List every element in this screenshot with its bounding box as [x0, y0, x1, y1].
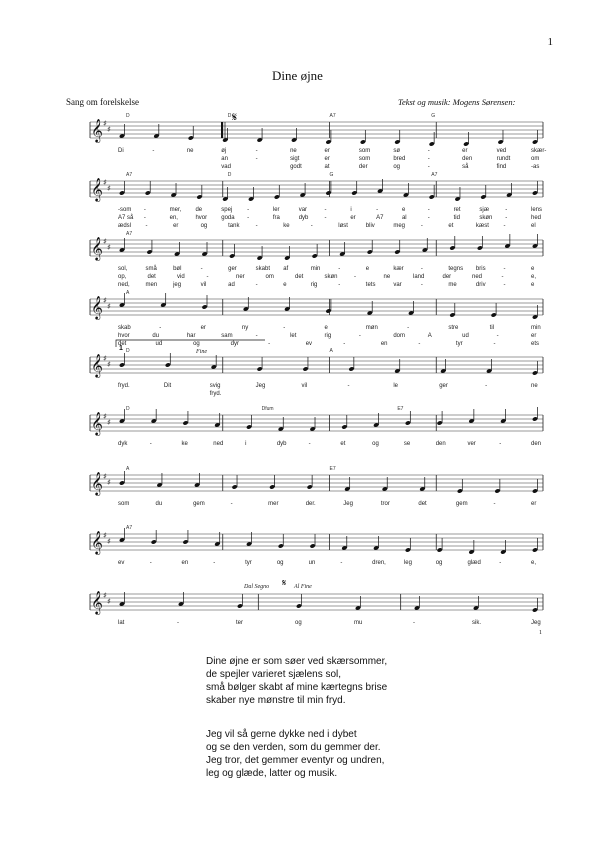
- lyric-syllable: -som: [118, 207, 132, 213]
- lyric-syllable: fra: [272, 215, 280, 221]
- lyric-syllable: at: [324, 164, 330, 170]
- lyric-syllable: i: [245, 441, 247, 447]
- treble-clef-icon: 𝄞: [91, 590, 103, 614]
- lyric-syllable: leg: [403, 560, 412, 566]
- sharp-icon: ♯: [103, 296, 107, 305]
- lyric-syllable: ædsl: [118, 223, 132, 229]
- lyric-syllable: hvor: [118, 333, 130, 339]
- song-subtitle: Sang om forelskelse: [66, 97, 139, 107]
- lyric-syllable: -: [149, 560, 152, 566]
- lyric-syllable: skøn: [479, 215, 493, 221]
- lyric-syllable: driv: [475, 282, 486, 288]
- lyric-syllable: skabt: [255, 266, 271, 272]
- lyric-syllable: -: [324, 215, 327, 221]
- treble-clef-icon: 𝄞: [91, 471, 103, 495]
- lyric-syllable: om: [531, 156, 540, 162]
- lyric-syllable: -: [499, 441, 502, 447]
- lyric-syllable: dom: [393, 333, 406, 339]
- treble-clef-icon: 𝄞: [91, 118, 103, 142]
- lyric-syllable: du: [155, 501, 163, 507]
- verse-line: Dine øjne er som søer ved skærsommer,: [206, 656, 388, 667]
- lyric-syllable: -: [413, 620, 415, 626]
- lyric-syllable: gem: [455, 501, 468, 507]
- chord-symbol: D: [126, 113, 130, 119]
- lyric-syllable: der: [442, 274, 452, 280]
- lyric-syllable: ets: [531, 341, 540, 347]
- lyric-syllable: dyk: [118, 441, 128, 447]
- lyric-syllable: e: [401, 207, 406, 213]
- lyric-syllable: sø: [393, 148, 401, 154]
- lyric-syllable: som: [358, 148, 371, 154]
- lyric-syllable: vil: [301, 383, 308, 389]
- lyric-syllable: -: [407, 325, 410, 331]
- lyric-syllable: der.: [305, 501, 316, 507]
- lyric-syllable: -: [427, 164, 430, 170]
- chord-symbol: A7: [126, 231, 133, 237]
- lyric-syllable: -: [420, 282, 423, 288]
- lyric-syllable: A: [427, 333, 432, 339]
- lyric-syllable: den: [435, 441, 446, 447]
- sharp-icon: ♯: [103, 354, 107, 363]
- lyric-syllable: så: [462, 164, 469, 170]
- lyric-syllable: al: [401, 215, 407, 221]
- lyric-syllable: -: [505, 207, 508, 213]
- chord-symbol: G: [329, 172, 334, 178]
- lyric-syllable: løst: [338, 223, 348, 229]
- lyric-syllable: e: [531, 266, 535, 272]
- lyric-syllable: un: [308, 560, 316, 566]
- lyric-syllable: -: [499, 560, 502, 566]
- lyric-syllable: -: [503, 223, 506, 229]
- lyric-syllable: -: [418, 341, 421, 347]
- lyric-syllable: ke: [181, 441, 188, 447]
- lyric-syllable: ger: [439, 383, 448, 389]
- lyric-syllable: er: [462, 148, 468, 154]
- lyric-syllable: var: [393, 282, 402, 288]
- lyric-syllable: Jeg: [531, 620, 541, 626]
- treble-clef-icon: 𝄞: [91, 353, 103, 377]
- chord-symbol: Dfum: [261, 406, 274, 412]
- lyric-syllable: den: [462, 156, 473, 162]
- treble-clef-icon: 𝄞: [91, 236, 103, 260]
- lyric-syllable: er: [200, 325, 206, 331]
- lyric-syllable: kær: [393, 266, 404, 272]
- lyric-syllable: -: [143, 215, 146, 221]
- verse-line: Jeg tror, det gemmer eventyr og undren,: [206, 755, 385, 766]
- treble-clef-icon: 𝄞: [91, 177, 103, 201]
- lyric-syllable: -: [485, 383, 488, 389]
- lyric-syllable: se: [403, 441, 411, 447]
- lyric-syllable: sam: [221, 333, 233, 339]
- lyric-syllable: Jeg: [255, 383, 266, 389]
- lyric-syllable: sigt: [290, 156, 300, 162]
- chord-symbol: E7: [329, 466, 336, 472]
- lyric-syllable: rig: [324, 333, 332, 339]
- lyric-syllable: er: [324, 156, 330, 162]
- lyric-syllable: Jeg: [343, 501, 353, 507]
- lyric-syllable: var: [298, 207, 308, 213]
- lyric-syllable: meg: [393, 223, 406, 229]
- lyric-syllable: den: [531, 441, 542, 447]
- lyric-syllable: en: [181, 560, 189, 566]
- lyric-syllable: dyr: [230, 341, 239, 347]
- lyric-syllable: møn: [365, 325, 378, 331]
- lyric-syllable: små: [145, 266, 157, 272]
- chord-symbol: A7: [329, 113, 336, 119]
- lyric-syllable: lens: [531, 207, 543, 213]
- chord-symbol: A: [329, 348, 333, 354]
- sharp-icon: ♯: [103, 412, 107, 421]
- lyric-syllable: -: [343, 341, 346, 347]
- lyric-syllable: tror: [380, 501, 390, 507]
- lyric-syllable: -: [420, 223, 423, 229]
- chord-symbol: E7: [397, 406, 404, 412]
- lyric-syllable: om: [265, 274, 274, 280]
- lyric-syllable: ver: [467, 441, 476, 447]
- lyric-syllable: det: [147, 274, 156, 280]
- lyric-syllable: og: [393, 164, 401, 170]
- lyric-syllable: det: [295, 274, 304, 280]
- lyric-syllable: det: [118, 341, 127, 347]
- lyric-syllable: en,: [169, 215, 178, 221]
- lyric-syllable: e,: [531, 274, 537, 280]
- lyric-syllable: A7: [376, 215, 384, 221]
- lyric-syllable: spej: [221, 207, 233, 213]
- lyric-syllable: og: [435, 560, 443, 566]
- lyric-syllable: -: [255, 223, 258, 229]
- lyric-syllable: -: [200, 266, 203, 272]
- treble-clef-icon: 𝄞: [91, 530, 103, 554]
- lyric-syllable: dren,: [372, 560, 386, 566]
- lyric-syllable: -: [152, 148, 155, 154]
- lyric-syllable: skær-: [531, 148, 547, 154]
- lyric-syllable: der: [358, 164, 368, 170]
- lyric-syllable: stre: [448, 325, 459, 331]
- lyric-syllable: -: [268, 341, 271, 347]
- sharp-icon: ♯: [103, 237, 107, 246]
- lyric-syllable: dyb: [298, 215, 309, 221]
- lyric-syllable: ger: [228, 266, 237, 272]
- lyric-syllable: øj: [221, 148, 227, 154]
- lyric-syllable: fryd.: [118, 383, 130, 389]
- lyric-syllable: og: [276, 560, 284, 566]
- lyric-syllable: e: [365, 266, 370, 272]
- sharp-icon: ♯: [103, 178, 107, 187]
- sharp-icon: ♯: [107, 360, 111, 369]
- lyric-syllable: -: [493, 501, 496, 507]
- lyric-syllable: e,: [531, 560, 537, 566]
- lyric-syllable: -: [503, 282, 506, 288]
- lyric-syllable: -: [206, 274, 209, 280]
- treble-clef-icon: 𝄞: [91, 411, 103, 435]
- lyric-syllable: ud: [462, 333, 469, 339]
- lyric-syllable: bøl: [173, 266, 182, 272]
- lyric-syllable: me: [448, 282, 457, 288]
- lyric-syllable: -: [255, 148, 258, 154]
- lyric-syllable: -: [496, 333, 499, 339]
- sharp-icon: ♯: [107, 302, 111, 311]
- lyric-syllable: de: [195, 207, 203, 213]
- chord-symbol: G: [431, 113, 436, 119]
- lyric-syllable: min: [310, 266, 321, 272]
- lyric-syllable: -: [427, 156, 430, 162]
- lyric-syllable: -: [324, 207, 327, 213]
- lyric-syllable: op,: [118, 274, 127, 280]
- lyric-syllable: skab: [118, 325, 131, 331]
- lyric-syllable: er: [531, 501, 537, 507]
- lyric-syllable: Di: [118, 148, 124, 154]
- lyric-syllable: en: [380, 341, 388, 347]
- lyric-syllable: er: [350, 215, 356, 221]
- lyric-syllable: tid: [453, 215, 460, 221]
- lyric-syllable: -: [340, 560, 343, 566]
- verse-line: og se den verden, som du gemmer der.: [206, 742, 381, 753]
- lyric-syllable: -: [427, 207, 430, 213]
- lyric-syllable: ne: [383, 274, 391, 280]
- lyric-syllable: men: [145, 282, 158, 288]
- lyric-syllable: mer,: [169, 207, 182, 213]
- lyric-syllable: an: [221, 156, 228, 162]
- lyric-syllable: -: [338, 282, 341, 288]
- lyric-syllable: -: [283, 325, 286, 331]
- chord-symbol: A: [126, 466, 130, 472]
- chord-symbol: D: [126, 348, 130, 354]
- lyric-syllable: et: [340, 441, 346, 447]
- lyric-syllable: el: [531, 223, 536, 229]
- lyric-syllable: hed: [531, 215, 542, 221]
- lyric-syllable: le: [393, 383, 399, 389]
- lyric-syllable: -: [213, 560, 216, 566]
- lyric-syllable: -: [255, 333, 258, 339]
- lyric-syllable: A7 så: [118, 215, 134, 221]
- lyric-syllable: bliv: [365, 223, 375, 229]
- lyric-syllable: ter: [236, 620, 244, 626]
- sharp-icon: ♯: [103, 472, 107, 481]
- lyric-syllable: til: [489, 325, 495, 331]
- lyric-syllable: let: [290, 333, 297, 339]
- lyric-syllable: land: [413, 274, 425, 280]
- lyric-syllable: glæd: [467, 560, 481, 566]
- lyric-syllable: rundt: [496, 156, 511, 162]
- verse-line: små bølger skabt af mine kærtegns brise: [206, 682, 388, 693]
- lyric-syllable: tank: [228, 223, 240, 229]
- lyric-syllable: bred: [393, 156, 406, 162]
- sharp-icon: ♯: [103, 119, 107, 128]
- lyric-syllable: jeg: [173, 282, 182, 288]
- lyric-syllable: -: [493, 341, 496, 347]
- sharp-icon: ♯: [107, 478, 111, 487]
- lyric-syllable: -: [503, 266, 506, 272]
- lyric-syllable: ved: [496, 148, 507, 154]
- lyric-syllable: -: [159, 325, 162, 331]
- chord-symbol: D: [227, 113, 232, 119]
- lyric-syllable: ler: [272, 207, 280, 213]
- sharp-icon: ♯: [107, 184, 111, 193]
- lyric-syllable: ny: [241, 325, 249, 331]
- lyric-syllable: -: [338, 266, 341, 272]
- sharp-icon: ♯: [107, 125, 111, 134]
- lyric-syllable: kæst: [475, 223, 489, 229]
- song-title: Dine øjne: [272, 68, 323, 83]
- lyric-syllable: svig: [209, 383, 221, 389]
- lyric-syllable: tegns: [448, 266, 464, 272]
- volta-number: 1: [119, 345, 123, 352]
- lyric-syllable: er: [324, 148, 330, 154]
- lyric-syllable: -: [376, 207, 379, 213]
- verse-line: de spejler varieret sjælens sol,: [206, 669, 342, 680]
- lyric-syllable: vid: [177, 274, 185, 280]
- sharp-icon: ♯: [103, 591, 107, 600]
- verse-line: leg og glæde, latter og musik.: [206, 768, 338, 779]
- lyric-syllable: rig: [310, 282, 318, 288]
- lyric-syllable: og: [200, 223, 208, 229]
- lyric-syllable: -: [177, 620, 179, 626]
- lyric-syllable: -: [310, 223, 313, 229]
- lyric-syllable: Dit: [163, 383, 172, 389]
- sharp-icon: ♯: [107, 243, 111, 252]
- lyric-syllable: -: [427, 148, 430, 154]
- lyric-syllable: find: [496, 164, 507, 170]
- sharp-icon: ♯: [107, 418, 111, 427]
- lyric-syllable: sik.: [472, 620, 481, 626]
- lyric-syllable: ner: [236, 274, 245, 280]
- lyric-syllable: lat: [118, 620, 125, 626]
- lyric-syllable: gem: [193, 501, 205, 507]
- lyric-syllable: og: [193, 341, 200, 347]
- lyric-syllable: e: [283, 282, 287, 288]
- lyric-syllable: det: [418, 501, 427, 507]
- lyric-syllable: -: [308, 441, 311, 447]
- lyric-syllable: -: [505, 215, 508, 221]
- lyric-syllable: sol,: [118, 266, 128, 272]
- lyric-syllable: -: [143, 207, 146, 213]
- lyric-syllable: godt: [290, 164, 302, 170]
- lyric-syllable: sjæ: [479, 207, 490, 213]
- verse-line: Jeg vil så gerne dykke ned i dybet: [206, 729, 357, 740]
- lyric-syllable: -: [427, 215, 430, 221]
- lyric-syllable: tets: [365, 282, 376, 288]
- lyric-syllable: e: [324, 325, 328, 331]
- dal-segno-mark: Dal Segno: [244, 584, 270, 590]
- lyric-syllable: tyr: [455, 341, 463, 347]
- chord-symbol: A7: [126, 525, 133, 531]
- lyric-syllable: min: [531, 325, 541, 331]
- lyric-syllable: -: [255, 282, 258, 288]
- lyric-syllable: -: [354, 274, 356, 280]
- lyric-syllable: er: [531, 333, 537, 339]
- treble-clef-icon: 𝄞: [91, 295, 103, 319]
- lyric-syllable: ret: [453, 207, 461, 213]
- lyric-syllable: ad: [228, 282, 235, 288]
- chord-symbol: A: [126, 290, 130, 296]
- footer-page-number: 1: [539, 630, 542, 636]
- chord-symbol: D: [227, 172, 232, 178]
- lyric-syllable: og: [295, 620, 302, 626]
- lyric-syllable: skøn: [324, 274, 338, 280]
- lyric-syllable: -: [247, 215, 250, 221]
- lyric-syllable: -: [255, 156, 258, 162]
- lyric-syllable: har: [186, 333, 196, 339]
- sharp-icon: ♯: [103, 531, 107, 540]
- lyric-syllable: ne: [290, 148, 297, 154]
- lyric-syllable: ev: [305, 341, 313, 347]
- lyric-syllable: -: [358, 333, 361, 339]
- lyric-syllable: mu: [354, 620, 363, 626]
- lyric-syllable: dyb: [276, 441, 287, 447]
- lyric-syllable: -: [501, 274, 504, 280]
- al-fine-mark: Al Fine: [294, 584, 312, 590]
- lyric-syllable: og: [372, 441, 379, 447]
- sharp-icon: ♯: [107, 597, 111, 606]
- lyric-syllable: -: [347, 383, 350, 389]
- lyric-syllable: som: [358, 156, 371, 162]
- verse-1: [206, 655, 387, 707]
- lyric-syllable: et: [448, 223, 454, 229]
- lyric-syllable: goda: [221, 215, 235, 221]
- lyric-syllable: du: [152, 333, 160, 339]
- lyric-syllable: ud: [155, 341, 163, 347]
- lyric-syllable: vad: [221, 164, 231, 170]
- lyric-syllable: hvor: [195, 215, 208, 221]
- lyric-syllable: ne: [531, 383, 538, 389]
- lyric-syllable: fryd.: [209, 391, 222, 397]
- volta-bracket: [116, 340, 265, 347]
- lyric-syllable: ev: [118, 560, 125, 566]
- fine-mark: Fine: [196, 349, 207, 355]
- lyric-syllable: af: [283, 266, 289, 272]
- lyric-syllable: i: [350, 207, 352, 213]
- lyric-syllable: som: [118, 501, 130, 507]
- segno-icon: 𝄋: [232, 110, 238, 124]
- sharp-icon: ♯: [107, 537, 111, 546]
- lyric-syllable: -: [247, 207, 250, 213]
- lyric-syllable: -: [230, 501, 233, 507]
- page-number: 1: [547, 36, 553, 48]
- verse-line: skaber nye mønstre til min fryd.: [206, 695, 346, 706]
- lyric-syllable: -as: [531, 164, 540, 170]
- lyric-syllable: vil: [200, 282, 207, 288]
- lyric-syllable: er: [173, 223, 179, 229]
- lyric-syllable: tyr: [245, 560, 252, 566]
- chord-symbol: A7: [431, 172, 438, 178]
- lyric-syllable: ned: [472, 274, 483, 280]
- chord-symbol: A7: [126, 172, 133, 178]
- lyric-syllable: ne: [186, 148, 194, 154]
- lyric-syllable: -: [145, 223, 148, 229]
- lyric-syllable: ke: [283, 223, 290, 229]
- song-credit: Tekst og musik: Mogens Sørensen:: [398, 97, 516, 107]
- segno-icon: 𝄋: [282, 578, 287, 589]
- lyric-syllable: mer: [268, 501, 279, 507]
- lyric-syllable: ned,: [118, 282, 130, 288]
- lyric-syllable: -: [420, 266, 423, 272]
- verse-2: [206, 728, 384, 780]
- lyric-syllable: e: [531, 282, 535, 288]
- lyric-syllable: ned: [213, 441, 224, 447]
- lyric-syllable: -: [149, 441, 152, 447]
- chord-symbol: D: [126, 406, 130, 412]
- lyric-syllable: bris: [475, 266, 486, 272]
